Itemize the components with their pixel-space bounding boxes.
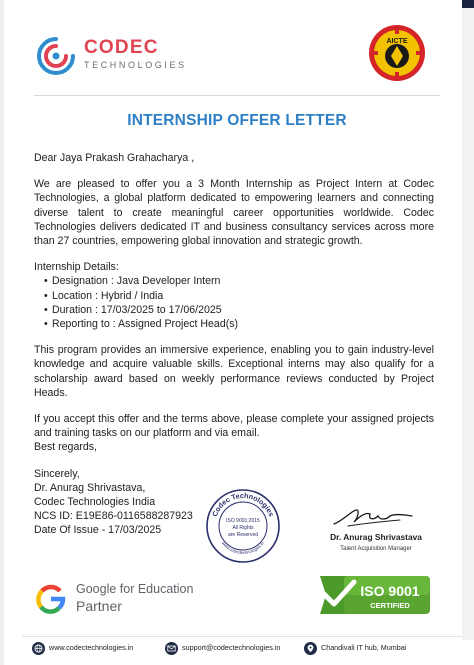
detail-designation: • Designation : Java Developer Intern <box>44 274 434 288</box>
logo-subtitle: TECHNOLOGIES <box>84 60 187 70</box>
company-stamp <box>205 488 281 564</box>
stamp-inner-line2: All Rights <box>232 525 254 531</box>
header-divider <box>34 95 440 96</box>
footer-email-text: support@codectechnologies.in <box>182 643 281 652</box>
salutation: Dear Jaya Prakash Grahacharya , <box>34 152 195 164</box>
page-left-edge <box>0 0 4 665</box>
signatory-name: Dr. Anurag Shrivastava <box>330 532 422 542</box>
detail-location: • Location : Hybrid / India <box>44 289 434 303</box>
footer-email[interactable] <box>165 641 280 655</box>
codec-logo-icon <box>36 36 76 76</box>
footer-bar <box>22 636 462 657</box>
stamp-inner-line3: are Reserved <box>227 532 259 538</box>
closing-line: Sincerely, <box>34 467 80 480</box>
footer-website-text: www.codectechnologies.in <box>49 643 134 652</box>
stamp-ring-text: Codec Technologies <box>209 490 277 518</box>
handwritten-signature <box>330 502 416 534</box>
mail-icon <box>165 642 178 655</box>
footer-website[interactable] <box>32 641 133 655</box>
google-education-badge <box>36 580 206 620</box>
iso-subtext: CERTIFIED <box>370 601 410 610</box>
details-heading: Internship Details: <box>34 261 119 274</box>
program-paragraph: This program provides an immersive experience, enabling you to gain industry-level knowledge and acquire valuable skills. Exceptional interns may also qualify for a scholarship award based on weekly performance reviews conducted by Project Heads. <box>34 344 434 399</box>
regards-line: Best regards, <box>34 441 98 454</box>
intro-paragraph: We are pleased to offer you a 3 Month Internship as Project Intern at Codec Technologies, a global platform dedicated to empowering learners and connecting diverse talent to create meaningful career opportunities worldwide. Codec Technologies delivers dedicated IT and business consultancy services across more than 27 countries, empowering global innovation and strategic growth. <box>34 178 434 248</box>
issue-date: Date Of Issue - 17/03/2025 <box>34 524 162 537</box>
signature-block <box>316 502 436 560</box>
google-badge-line1: Google for Education <box>76 582 194 596</box>
aicte-label: AICTE <box>386 38 408 45</box>
internship-details-list <box>34 274 434 331</box>
page-corner-accent <box>462 0 474 8</box>
svg-text:Codec Technologies <box>210 491 276 518</box>
company-name: Codec Technologies India <box>34 496 156 509</box>
stamp-bottom-text: www.codectechnologies.in <box>220 540 266 556</box>
page-right-edge <box>462 0 474 640</box>
signatory-title: Talent Acquisition Manager <box>340 546 412 552</box>
letter-title: INTERNSHIP OFFER LETTER <box>127 112 347 129</box>
letter-body <box>34 151 434 538</box>
logo-name: CODEC <box>84 37 159 58</box>
google-g-icon <box>36 584 66 614</box>
location-pin-icon <box>304 642 317 655</box>
svg-text:www.codectechnologies.in <box>221 540 266 555</box>
iso-certified-badge <box>314 572 434 618</box>
google-badge-line2: Partner <box>76 598 122 614</box>
signer-name: Dr. Anurag Shrivastava, <box>34 481 146 494</box>
footer-location-text: Chandivali IT hub, Mumbai <box>321 643 407 652</box>
company-logo <box>36 36 196 76</box>
detail-duration: • Duration : 17/03/2025 to 17/06/2025 <box>44 303 434 317</box>
aicte-seal-icon <box>368 24 426 82</box>
globe-icon <box>32 642 45 655</box>
stamp-inner-line1: ISO 9001:2015 <box>226 518 260 524</box>
acceptance-paragraph: If you accept this offer and the terms above, please complete your assigned projects and training tasks on our platform and via email. <box>34 413 434 440</box>
footer-location <box>304 641 406 655</box>
detail-reporting: • Reporting to : Assigned Project Head(s) <box>44 317 434 331</box>
iso-text: ISO 9001 <box>360 583 420 599</box>
ncs-id: NCS ID: E19E86-0116588287923 <box>34 510 193 523</box>
